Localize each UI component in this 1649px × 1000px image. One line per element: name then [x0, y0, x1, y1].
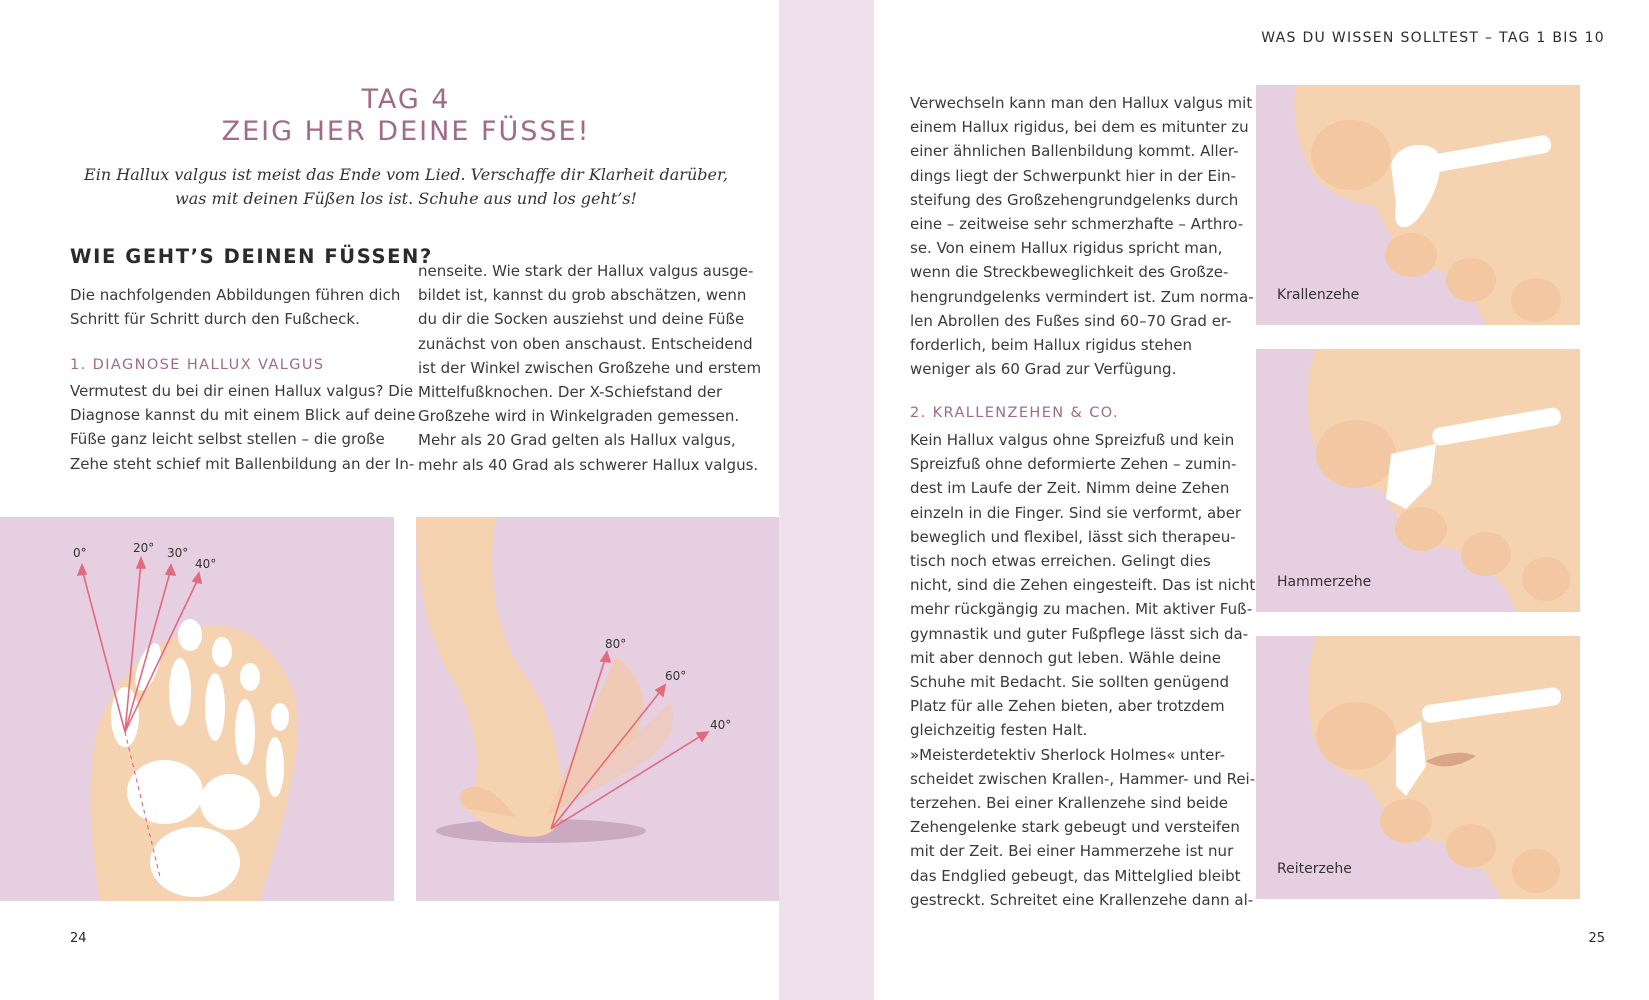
text-line: tisch noch etwas erreichen. Gelingt dies — [910, 552, 1211, 571]
text-line: bildet ist, kannst du grob abschätzen, wenn — [418, 286, 747, 305]
text-line: scheidet zwischen Krallen-, Hammer- und Rei- — [910, 769, 1256, 788]
angle-label: 40° — [195, 557, 217, 571]
text-line: se. Von einem Hallux rigidus spricht man, — [910, 239, 1223, 258]
text-line: gestreckt. Schreitet eine Krallenzehe dann al- — [910, 890, 1254, 909]
angle-label: 20° — [133, 541, 155, 555]
text-line: Platz für alle Zehen bieten, aber trotzdem — [910, 697, 1225, 716]
text-line: »Meisterdetektiv Sherlock Holmes« unter- — [910, 745, 1226, 764]
toe-range-shape-1 — [546, 657, 643, 817]
text-line: steifung des Großzehengrundgelenks durch — [910, 190, 1239, 209]
intro-line: Ein Hallux valgus ist meist das Ende vom Lied. Verschaffe dir Klarheit darüber, — [84, 165, 728, 184]
text-line: wenn die Streckbeweglichkeit des Großze- — [910, 263, 1229, 282]
text-line: nenseite. Wie stark der Hallux valgus ausge- — [418, 262, 754, 280]
text-line: Diagnose kannst du mit einem Blick auf deine — [70, 406, 416, 425]
page-number: 24 — [70, 931, 87, 946]
text-line: terzehen. Bei einer Krallenzehe sind beide — [910, 794, 1228, 813]
text-line: Schritt für Schritt durch den Fußcheck. — [70, 310, 360, 329]
text-line: Schuhe mit Bedacht. Sie sollten genügend — [910, 673, 1230, 692]
text-line: mehr rückgängig zu machen. Mit aktiver Fuß- — [910, 600, 1253, 619]
column-2-body — [418, 259, 761, 477]
text-line: forderlich, beim Hallux rigidus stehen — [910, 336, 1192, 355]
text-line: Zehe steht schief mit Ballenbildung an der In- — [70, 454, 415, 473]
text-line: weniger als 60 Grad zur Verfügung. — [910, 360, 1177, 379]
text-line: mit aber dennoch gut leben. Wähle deine — [910, 648, 1222, 667]
text-line: Spreizfuß ohne deformierte Zehen – zumin- — [910, 455, 1237, 474]
angle-label: 60° — [665, 669, 687, 683]
subheading-diagnose: 1. DIAGNOSE HALLUX VALGUS — [70, 357, 325, 373]
text-line: mehr als 40 Grad als schwerer Hallux valgus. — [418, 455, 759, 474]
text-line: einzeln in die Finger. Sind sie verformt, aber — [910, 503, 1242, 522]
text-line: dest im Laufe der Zeit. Nimm deine Zehen — [910, 479, 1230, 498]
angle-label: 30° — [167, 546, 189, 560]
page-number: 25 — [1588, 931, 1605, 946]
text-line: Kein Hallux valgus ohne Spreizfuß und kein — [910, 431, 1235, 449]
text-line: Vermutest du bei dir einen Hallux valgus? Die — [70, 382, 414, 400]
text-line: gleichzeitig festen Halt. — [910, 721, 1088, 740]
book-gutter — [779, 0, 874, 1000]
angle-label: 40° — [710, 718, 732, 732]
text-line: hengrundgelenks vermindert ist. Zum norma- — [910, 287, 1254, 306]
text-line: nicht, sind die Zehen eingesteift. Das ist nicht — [910, 576, 1256, 595]
intro-line: was mit deinen Füßen los ist. Schuhe aus und los geht’s! — [175, 189, 637, 208]
text-line: ist der Winkel zwischen Großzehe und erstem — [418, 358, 762, 377]
caption-reiterzehe: Reiterzehe — [1277, 861, 1352, 877]
text-line: beweglich und flexibel, lässt sich therapeu- — [910, 527, 1236, 546]
subheading-krallenzehen: 2. KRALLENZEHEN & CO. — [910, 405, 1120, 421]
chapter-intro — [70, 163, 742, 211]
text-line: Mittelfußknochen. Der X-Schiefstand der — [418, 383, 723, 402]
running-head: WAS DU WISSEN SOLLTEST – TAG 1 BIS 10 — [1261, 30, 1605, 46]
angle-label: 0° — [73, 546, 87, 560]
hallux-valgus-angle-figure — [0, 517, 394, 901]
text-line: dings liegt der Schwerpunkt hier in der Ein- — [910, 166, 1237, 185]
column-1-body — [70, 379, 415, 476]
foot-skeleton-illustration — [0, 517, 394, 901]
toe-extension-angle-figure — [416, 517, 779, 901]
angle-label: 80° — [605, 637, 627, 651]
foot-side-shape — [416, 517, 562, 837]
left-page — [0, 0, 779, 1000]
text-line: einer ähnlichen Ballenbildung kommt. Aller- — [910, 142, 1239, 161]
krallenzehe-figure — [1256, 85, 1580, 325]
caption-hammerzehe: Hammerzehe — [1277, 574, 1372, 590]
text-line: Großzehe wird in Winkelgraden gemessen. — [418, 407, 740, 426]
hammerzehe-illustration — [1256, 349, 1580, 612]
reiterzehe-illustration — [1256, 636, 1580, 899]
foot-side-illustration — [416, 517, 779, 901]
right-body-2 — [910, 428, 1255, 912]
reiterzehe-figure — [1256, 636, 1580, 899]
text-line: Mehr als 20 Grad gelten als Hallux valgus, — [418, 431, 736, 450]
text-line: eine – zeitweise sehr schmerzhafte – Arthro- — [910, 215, 1244, 234]
text-line: gymnastik und guter Fußpflege lässt sich da- — [910, 624, 1249, 643]
text-line: Die nachfolgenden Abbildungen führen dich — [70, 286, 401, 304]
chapter-title: ZEIG HER DEINE FÜSSE! — [221, 116, 591, 147]
section-heading: WIE GEHT’S DEINEN FÜSSEN? — [70, 245, 433, 268]
caption-krallenzehe: Krallenzehe — [1277, 287, 1360, 303]
chapter-tag: TAG 4 — [361, 84, 451, 115]
text-line: zunächst von oben anschaust. Entscheidend — [418, 334, 753, 353]
text-line: du dir die Socken ausziehst und deine Füße — [418, 310, 745, 329]
text-line: Füße ganz leicht selbst stellen – die große — [70, 430, 385, 449]
text-line: das Endglied gebeugt, das Mittelglied bleibt — [910, 866, 1241, 885]
hammerzehe-figure — [1256, 349, 1580, 612]
text-line: einem Hallux rigidus, bei dem es mitunter zu — [910, 118, 1249, 137]
text-line: len Abrollen des Fußes sind 60–70 Grad er- — [910, 311, 1232, 330]
right-body-1 — [910, 91, 1254, 381]
text-line: mit der Zeit. Bei einer Hammerzehe ist nur — [910, 842, 1234, 861]
text-line: Verwechseln kann man den Hallux valgus mit — [910, 94, 1253, 112]
text-line: Zehengelenke stark gebeugt und versteifen — [910, 818, 1240, 837]
column-1-intro — [70, 283, 400, 331]
right-page — [874, 0, 1649, 1000]
